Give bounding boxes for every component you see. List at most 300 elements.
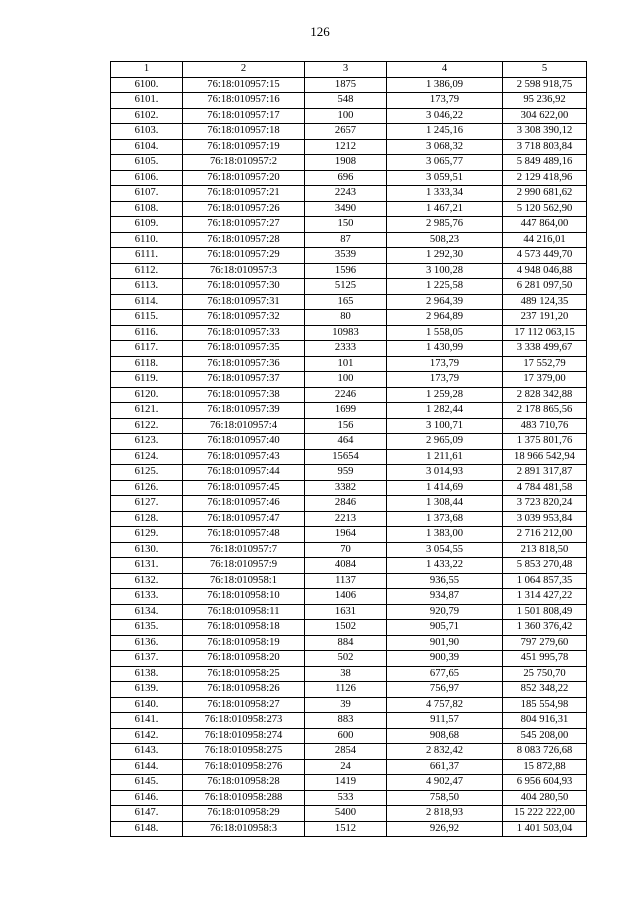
table-cell: 76:18:010958:25 xyxy=(183,666,305,682)
table-cell: 6120. xyxy=(111,387,183,403)
table-cell: 25 750,70 xyxy=(503,666,587,682)
table-cell: 2243 xyxy=(305,186,387,202)
table-cell: 6142. xyxy=(111,728,183,744)
table-cell: 3382 xyxy=(305,480,387,496)
table-cell: 548 xyxy=(305,93,387,109)
table-row xyxy=(111,124,587,140)
table-cell: 76:18:010958:10 xyxy=(183,589,305,605)
table-row xyxy=(111,604,587,620)
table-cell: 76:18:010957:37 xyxy=(183,372,305,388)
table-cell: 6104. xyxy=(111,139,183,155)
table-cell: 44 216,01 xyxy=(503,232,587,248)
table-cell: 6144. xyxy=(111,759,183,775)
table-row xyxy=(111,666,587,682)
table-cell: 4 784 481,58 xyxy=(503,480,587,496)
table-cell: 76:18:010958:19 xyxy=(183,635,305,651)
table-cell: 2 129 418,96 xyxy=(503,170,587,186)
table-row xyxy=(111,93,587,109)
table-cell: 756,97 xyxy=(387,682,503,698)
table-cell: 5125 xyxy=(305,279,387,295)
table-row xyxy=(111,744,587,760)
table-cell: 76:18:010957:2 xyxy=(183,155,305,171)
table-cell: 76:18:010957:40 xyxy=(183,434,305,450)
table-cell: 2846 xyxy=(305,496,387,512)
table-row xyxy=(111,542,587,558)
table-cell: 3 046,22 xyxy=(387,108,503,124)
table-cell: 76:18:010957:38 xyxy=(183,387,305,403)
table-cell: 3 039 953,84 xyxy=(503,511,587,527)
table-row xyxy=(111,821,587,837)
page-number: 126 xyxy=(310,24,330,39)
table-cell: 6100. xyxy=(111,77,183,93)
table-row xyxy=(111,651,587,667)
table-cell: 901,90 xyxy=(387,635,503,651)
table-cell: 70 xyxy=(305,542,387,558)
table-cell: 3 723 820,24 xyxy=(503,496,587,512)
table-cell: 173,79 xyxy=(387,372,503,388)
table-cell: 6127. xyxy=(111,496,183,512)
table-cell: 1 501 808,49 xyxy=(503,604,587,620)
table-row xyxy=(111,248,587,264)
table-cell: 1 308,44 xyxy=(387,496,503,512)
table-row xyxy=(111,263,587,279)
table-cell: 508,23 xyxy=(387,232,503,248)
table-cell: 2 598 918,75 xyxy=(503,77,587,93)
table-cell: 6106. xyxy=(111,170,183,186)
table-cell: 661,37 xyxy=(387,759,503,775)
table-cell: 2 965,09 xyxy=(387,434,503,450)
table-cell: 6107. xyxy=(111,186,183,202)
table-cell: 911,57 xyxy=(387,713,503,729)
table-cell: 185 554,98 xyxy=(503,697,587,713)
table-cell: 6114. xyxy=(111,294,183,310)
table-cell: 1 333,34 xyxy=(387,186,503,202)
table-cell: 2 964,89 xyxy=(387,310,503,326)
table-cell: 6135. xyxy=(111,620,183,636)
table-cell: 502 xyxy=(305,651,387,667)
table-cell: 15 872,88 xyxy=(503,759,587,775)
table-cell: 934,87 xyxy=(387,589,503,605)
table-cell: 6130. xyxy=(111,542,183,558)
table-cell: 533 xyxy=(305,790,387,806)
table-cell: 6115. xyxy=(111,310,183,326)
table-cell: 76:18:010957:45 xyxy=(183,480,305,496)
table-row xyxy=(111,279,587,295)
table-cell: 6116. xyxy=(111,325,183,341)
column-header: 3 xyxy=(305,62,387,78)
table-cell: 76:18:010957:44 xyxy=(183,465,305,481)
table-cell: 451 995,78 xyxy=(503,651,587,667)
data-table xyxy=(110,61,587,837)
table-row xyxy=(111,449,587,465)
table-cell: 15654 xyxy=(305,449,387,465)
table-cell: 884 xyxy=(305,635,387,651)
table-cell: 6125. xyxy=(111,465,183,481)
table-header-row xyxy=(111,62,587,78)
table-row xyxy=(111,480,587,496)
table-cell: 76:18:010957:19 xyxy=(183,139,305,155)
table-cell: 15 222 222,00 xyxy=(503,806,587,822)
table-cell: 3 065,77 xyxy=(387,155,503,171)
table-cell: 1 383,00 xyxy=(387,527,503,543)
table-row xyxy=(111,682,587,698)
table-cell: 2 178 865,56 xyxy=(503,403,587,419)
table-cell: 76:18:010958:3 xyxy=(183,821,305,837)
table-cell: 6126. xyxy=(111,480,183,496)
table-cell: 3 100,71 xyxy=(387,418,503,434)
table-cell: 6108. xyxy=(111,201,183,217)
table-cell: 76:18:010957:16 xyxy=(183,93,305,109)
table-cell: 6105. xyxy=(111,155,183,171)
table-cell: 100 xyxy=(305,372,387,388)
table-cell: 464 xyxy=(305,434,387,450)
table-cell: 1 314 427,22 xyxy=(503,589,587,605)
table-cell: 677,65 xyxy=(387,666,503,682)
table-cell: 797 279,60 xyxy=(503,635,587,651)
table-cell: 6112. xyxy=(111,263,183,279)
table-row xyxy=(111,418,587,434)
table-body xyxy=(111,62,587,837)
table-cell: 3 338 499,67 xyxy=(503,341,587,357)
table-row xyxy=(111,155,587,171)
table-cell: 447 864,00 xyxy=(503,217,587,233)
table-cell: 76:18:010957:3 xyxy=(183,263,305,279)
table-cell: 76:18:010957:27 xyxy=(183,217,305,233)
table-cell: 883 xyxy=(305,713,387,729)
table-cell: 852 348,22 xyxy=(503,682,587,698)
table-cell: 2 985,76 xyxy=(387,217,503,233)
table-cell: 6 956 604,93 xyxy=(503,775,587,791)
table-cell: 6109. xyxy=(111,217,183,233)
table-cell: 1596 xyxy=(305,263,387,279)
table-cell: 17 379,00 xyxy=(503,372,587,388)
table-cell: 76:18:010958:11 xyxy=(183,604,305,620)
table-cell: 1 386,09 xyxy=(387,77,503,93)
table-cell: 959 xyxy=(305,465,387,481)
table-cell: 76:18:010958:275 xyxy=(183,744,305,760)
table-cell: 156 xyxy=(305,418,387,434)
table-cell: 2 964,39 xyxy=(387,294,503,310)
table-cell: 17 112 063,15 xyxy=(503,325,587,341)
table-cell: 3 068,32 xyxy=(387,139,503,155)
table-cell: 6141. xyxy=(111,713,183,729)
table-cell: 6121. xyxy=(111,403,183,419)
table-row xyxy=(111,139,587,155)
table-row xyxy=(111,434,587,450)
table-cell: 39 xyxy=(305,697,387,713)
table-cell: 920,79 xyxy=(387,604,503,620)
table-row xyxy=(111,77,587,93)
table-cell: 5400 xyxy=(305,806,387,822)
table-cell: 76:18:010958:1 xyxy=(183,573,305,589)
table-cell: 1 259,28 xyxy=(387,387,503,403)
table-row xyxy=(111,589,587,605)
table-cell: 3 308 390,12 xyxy=(503,124,587,140)
table-row xyxy=(111,496,587,512)
table-cell: 6 281 097,50 xyxy=(503,279,587,295)
table-cell: 1631 xyxy=(305,604,387,620)
table-cell: 489 124,35 xyxy=(503,294,587,310)
table-row xyxy=(111,728,587,744)
table-cell: 5 120 562,90 xyxy=(503,201,587,217)
table-row xyxy=(111,635,587,651)
table-cell: 76:18:010957:9 xyxy=(183,558,305,574)
table-cell: 1 245,16 xyxy=(387,124,503,140)
table-cell: 936,55 xyxy=(387,573,503,589)
table-cell: 404 280,50 xyxy=(503,790,587,806)
table-cell: 38 xyxy=(305,666,387,682)
table-row xyxy=(111,294,587,310)
table-cell: 76:18:010957:17 xyxy=(183,108,305,124)
table-row xyxy=(111,465,587,481)
table-row xyxy=(111,186,587,202)
table-row xyxy=(111,697,587,713)
table-cell: 2333 xyxy=(305,341,387,357)
table-cell: 76:18:010957:39 xyxy=(183,403,305,419)
column-header: 1 xyxy=(111,62,183,78)
table-cell: 6140. xyxy=(111,697,183,713)
table-row xyxy=(111,356,587,372)
table-cell: 76:18:010958:288 xyxy=(183,790,305,806)
table-cell: 6124. xyxy=(111,449,183,465)
table-row xyxy=(111,325,587,341)
table-cell: 76:18:010957:47 xyxy=(183,511,305,527)
table-cell: 76:18:010958:29 xyxy=(183,806,305,822)
table-cell: 1 430,99 xyxy=(387,341,503,357)
table-cell: 1 360 376,42 xyxy=(503,620,587,636)
table-cell: 213 818,50 xyxy=(503,542,587,558)
table-row xyxy=(111,201,587,217)
table-cell: 76:18:010957:4 xyxy=(183,418,305,434)
table-row xyxy=(111,170,587,186)
table-cell: 1126 xyxy=(305,682,387,698)
table-cell: 76:18:010957:26 xyxy=(183,201,305,217)
table-row xyxy=(111,759,587,775)
table-cell: 6103. xyxy=(111,124,183,140)
table-cell: 1875 xyxy=(305,77,387,93)
table-cell: 2854 xyxy=(305,744,387,760)
table-row xyxy=(111,713,587,729)
column-header: 4 xyxy=(387,62,503,78)
table-cell: 6147. xyxy=(111,806,183,822)
table-cell: 76:18:010957:46 xyxy=(183,496,305,512)
table-cell: 1512 xyxy=(305,821,387,837)
table-cell: 76:18:010958:27 xyxy=(183,697,305,713)
table-cell: 696 xyxy=(305,170,387,186)
table-cell: 76:18:010957:43 xyxy=(183,449,305,465)
table-cell: 1137 xyxy=(305,573,387,589)
table-cell: 6117. xyxy=(111,341,183,357)
table-cell: 2657 xyxy=(305,124,387,140)
table-cell: 76:18:010957:15 xyxy=(183,77,305,93)
table-cell: 76:18:010957:33 xyxy=(183,325,305,341)
table-row xyxy=(111,558,587,574)
table-cell: 545 208,00 xyxy=(503,728,587,744)
table-cell: 5 853 270,48 xyxy=(503,558,587,574)
table-cell: 2 828 342,88 xyxy=(503,387,587,403)
table-row xyxy=(111,403,587,419)
table-cell: 1 375 801,76 xyxy=(503,434,587,450)
table-cell: 600 xyxy=(305,728,387,744)
table-cell: 76:18:010957:32 xyxy=(183,310,305,326)
table-row xyxy=(111,310,587,326)
table-cell: 6129. xyxy=(111,527,183,543)
table-cell: 1 282,44 xyxy=(387,403,503,419)
table-row xyxy=(111,511,587,527)
table-cell: 2246 xyxy=(305,387,387,403)
table-cell: 6137. xyxy=(111,651,183,667)
table-cell: 76:18:010958:26 xyxy=(183,682,305,698)
table-cell: 1 558,05 xyxy=(387,325,503,341)
column-header: 5 xyxy=(503,62,587,78)
table-cell: 6133. xyxy=(111,589,183,605)
table-cell: 1 401 503,04 xyxy=(503,821,587,837)
table-cell: 1699 xyxy=(305,403,387,419)
table-cell: 76:18:010957:29 xyxy=(183,248,305,264)
table-row xyxy=(111,387,587,403)
table-cell: 100 xyxy=(305,108,387,124)
table-cell: 76:18:010957:36 xyxy=(183,356,305,372)
table-cell: 6145. xyxy=(111,775,183,791)
table-cell: 76:18:010957:31 xyxy=(183,294,305,310)
table-cell: 6138. xyxy=(111,666,183,682)
table-cell: 4 948 046,88 xyxy=(503,263,587,279)
table-cell: 173,79 xyxy=(387,93,503,109)
table-cell: 76:18:010957:18 xyxy=(183,124,305,140)
table-cell: 6111. xyxy=(111,248,183,264)
table-cell: 24 xyxy=(305,759,387,775)
table-cell: 6139. xyxy=(111,682,183,698)
table-row xyxy=(111,372,587,388)
table-cell: 76:18:010958:274 xyxy=(183,728,305,744)
table-cell: 76:18:010957:7 xyxy=(183,542,305,558)
table-row xyxy=(111,620,587,636)
table-cell: 2 990 681,62 xyxy=(503,186,587,202)
table-cell: 6102. xyxy=(111,108,183,124)
table-cell: 76:18:010957:35 xyxy=(183,341,305,357)
table-cell: 6123. xyxy=(111,434,183,450)
table-cell: 5 849 489,16 xyxy=(503,155,587,171)
table-cell: 1 211,61 xyxy=(387,449,503,465)
table-cell: 3 100,28 xyxy=(387,263,503,279)
table-cell: 76:18:010957:30 xyxy=(183,279,305,295)
table-cell: 6146. xyxy=(111,790,183,806)
table-cell: 926,92 xyxy=(387,821,503,837)
table-cell: 6128. xyxy=(111,511,183,527)
table-cell: 76:18:010958:28 xyxy=(183,775,305,791)
table-cell: 76:18:010958:276 xyxy=(183,759,305,775)
table-cell: 2 716 212,00 xyxy=(503,527,587,543)
table-cell: 76:18:010957:21 xyxy=(183,186,305,202)
table-row xyxy=(111,806,587,822)
table-cell: 6119. xyxy=(111,372,183,388)
table-cell: 237 191,20 xyxy=(503,310,587,326)
table-row xyxy=(111,790,587,806)
table-cell: 6132. xyxy=(111,573,183,589)
table-row xyxy=(111,232,587,248)
table-cell: 101 xyxy=(305,356,387,372)
table-cell: 10983 xyxy=(305,325,387,341)
table-cell: 1 414,69 xyxy=(387,480,503,496)
table-cell: 6101. xyxy=(111,93,183,109)
table-cell: 165 xyxy=(305,294,387,310)
table-cell: 6122. xyxy=(111,418,183,434)
table-cell: 6118. xyxy=(111,356,183,372)
table-cell: 8 083 726,68 xyxy=(503,744,587,760)
table-cell: 4 757,82 xyxy=(387,697,503,713)
table-cell: 2 832,42 xyxy=(387,744,503,760)
table-cell: 95 236,92 xyxy=(503,93,587,109)
table-cell: 2 891 317,87 xyxy=(503,465,587,481)
table-cell: 3 059,51 xyxy=(387,170,503,186)
table-cell: 1502 xyxy=(305,620,387,636)
table-row xyxy=(111,341,587,357)
table-cell: 17 552,79 xyxy=(503,356,587,372)
column-header: 2 xyxy=(183,62,305,78)
table-cell: 87 xyxy=(305,232,387,248)
table-cell: 173,79 xyxy=(387,356,503,372)
table-cell: 4 573 449,70 xyxy=(503,248,587,264)
table-cell: 304 622,00 xyxy=(503,108,587,124)
table-cell: 6131. xyxy=(111,558,183,574)
table-cell: 1 064 857,35 xyxy=(503,573,587,589)
table-cell: 758,50 xyxy=(387,790,503,806)
table-cell: 3490 xyxy=(305,201,387,217)
table-cell: 1964 xyxy=(305,527,387,543)
table-cell: 6134. xyxy=(111,604,183,620)
table-cell: 483 710,76 xyxy=(503,418,587,434)
table-cell: 1 433,22 xyxy=(387,558,503,574)
table-cell: 150 xyxy=(305,217,387,233)
table-cell: 1212 xyxy=(305,139,387,155)
table-cell: 4084 xyxy=(305,558,387,574)
table-cell: 804 916,31 xyxy=(503,713,587,729)
table-cell: 1406 xyxy=(305,589,387,605)
table-cell: 80 xyxy=(305,310,387,326)
table-cell: 908,68 xyxy=(387,728,503,744)
table-cell: 1 292,30 xyxy=(387,248,503,264)
table-cell: 76:18:010958:273 xyxy=(183,713,305,729)
table-cell: 1 467,21 xyxy=(387,201,503,217)
table-cell: 1 373,68 xyxy=(387,511,503,527)
table-row xyxy=(111,527,587,543)
table-cell: 2213 xyxy=(305,511,387,527)
table-cell: 6113. xyxy=(111,279,183,295)
table-cell: 76:18:010957:28 xyxy=(183,232,305,248)
table-cell: 6148. xyxy=(111,821,183,837)
table-cell: 76:18:010957:20 xyxy=(183,170,305,186)
table-cell: 4 902,47 xyxy=(387,775,503,791)
table-cell: 3 054,55 xyxy=(387,542,503,558)
table-cell: 76:18:010957:48 xyxy=(183,527,305,543)
table-cell: 3 718 803,84 xyxy=(503,139,587,155)
table-cell: 905,71 xyxy=(387,620,503,636)
table-cell: 1 225,58 xyxy=(387,279,503,295)
table-cell: 900,39 xyxy=(387,651,503,667)
table-cell: 6143. xyxy=(111,744,183,760)
table-cell: 76:18:010958:20 xyxy=(183,651,305,667)
table-cell: 1908 xyxy=(305,155,387,171)
table-cell: 2 818,93 xyxy=(387,806,503,822)
table-row xyxy=(111,108,587,124)
table-cell: 3 014,93 xyxy=(387,465,503,481)
table-cell: 1419 xyxy=(305,775,387,791)
table-row xyxy=(111,573,587,589)
table-cell: 18 966 542,94 xyxy=(503,449,587,465)
table-cell: 3539 xyxy=(305,248,387,264)
table-cell: 76:18:010958:18 xyxy=(183,620,305,636)
table-cell: 6136. xyxy=(111,635,183,651)
